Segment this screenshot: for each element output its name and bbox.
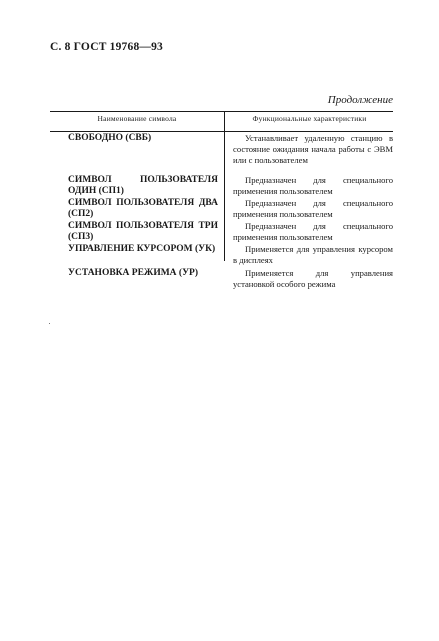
table-top-rule bbox=[50, 111, 393, 112]
symbol-name: СИМВОЛ ПОЛЬЗОВАТЕЛЯ ОДИН (СП1) bbox=[68, 175, 218, 196]
symbol-description: Предназначен для специального применения пользователем bbox=[233, 198, 393, 219]
symbol-description: Устанавливает удаленную станцию в состояние ожидания начала работы с ЭВМ или с пользователем bbox=[233, 133, 393, 165]
column-header-symbol-name: Наименование символа bbox=[97, 114, 177, 123]
symbol-name: СИМВОЛ ПОЛЬЗОВАТЕЛЯ ДВА (СП2) bbox=[68, 198, 218, 219]
column-header-function: Функциональные характеристики bbox=[252, 114, 367, 123]
continuation-label: Продолжение bbox=[327, 94, 393, 106]
symbol-description: Предназначен для специального применения пользователем bbox=[233, 175, 393, 196]
symbol-description: Предназначен для специального применения пользователем bbox=[233, 221, 393, 242]
table-column-divider bbox=[224, 111, 225, 261]
symbol-name: УПРАВЛЕНИЕ КУРСОРОМ (УК) bbox=[68, 244, 216, 254]
symbol-name: СИМВОЛ ПОЛЬЗОВАТЕЛЯ ТРИ (СП3) bbox=[68, 221, 218, 242]
symbol-name: СВОБОДНО (СВБ) bbox=[68, 133, 152, 143]
page-header: С. 8 ГОСТ 19768—93 bbox=[50, 41, 163, 53]
scan-speck bbox=[49, 323, 50, 324]
table-header-rule bbox=[50, 131, 393, 132]
symbol-name: УСТАНОВКА РЕЖИМА (УР) bbox=[68, 268, 199, 278]
symbol-description: Применяется для управления установкой особого режима bbox=[233, 268, 393, 289]
symbol-description: Применяется для управления курсором в дисплеях bbox=[233, 244, 393, 265]
